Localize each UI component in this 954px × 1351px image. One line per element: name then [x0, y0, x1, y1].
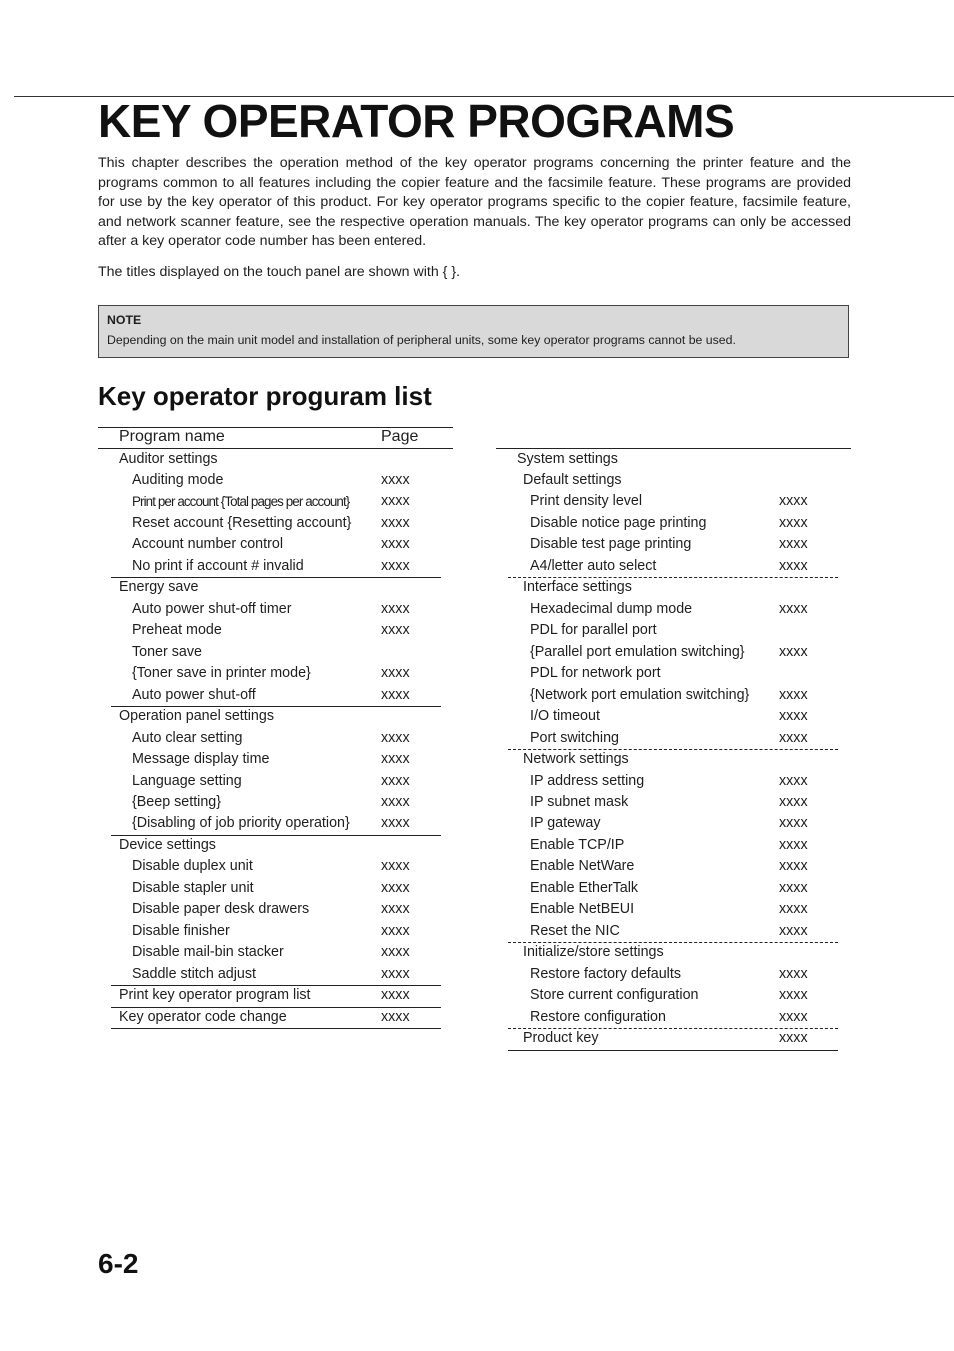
item-page: xxxx	[779, 836, 808, 853]
list-item	[508, 491, 838, 513]
item-page: xxxx	[381, 879, 410, 896]
item-page: xxxx	[779, 729, 808, 746]
list-item	[111, 685, 441, 708]
item-label: Port switching	[530, 729, 619, 746]
list-item	[111, 899, 441, 921]
item-page: xxxx	[779, 1030, 808, 1047]
left-table-header	[98, 426, 453, 449]
item-label: Print key operator program list	[119, 987, 311, 1004]
item-label: IP address setting	[530, 772, 645, 789]
item-page: xxxx	[779, 1008, 808, 1025]
item-label: Key operator code change	[119, 1008, 287, 1025]
list-item	[111, 728, 441, 750]
list-item	[508, 1028, 838, 1051]
item-label: PDL for parallel port	[530, 622, 657, 639]
section-title: Key operator proguram list	[98, 381, 432, 411]
item-label: Default settings	[523, 471, 622, 488]
item-label: No print if account # invalid	[132, 557, 304, 574]
list-item	[111, 792, 441, 814]
item-page: xxxx	[779, 965, 808, 982]
item-page: xxxx	[779, 987, 808, 1004]
list-item	[111, 663, 441, 685]
list-item	[111, 771, 441, 793]
item-label: Hexadecimal dump mode	[530, 600, 693, 617]
item-page: xxxx	[779, 858, 808, 875]
list-item	[508, 728, 838, 751]
item-label: Preheat mode	[132, 622, 222, 639]
item-page: xxxx	[779, 815, 808, 832]
item-page: xxxx	[381, 987, 410, 1004]
list-item	[508, 642, 838, 664]
item-page: xxxx	[381, 622, 410, 639]
list-item	[508, 556, 838, 579]
item-label: Disable notice page printing	[530, 514, 707, 531]
item-label: {Beep setting}	[132, 794, 222, 811]
item-label: Reset account {Resetting account}	[132, 514, 352, 531]
item-label: {Parallel port emulation switching}	[530, 643, 745, 660]
item-page: xxxx	[381, 514, 410, 531]
item-label: Disable finisher	[132, 922, 230, 939]
item-page: xxxx	[779, 772, 808, 789]
list-item	[111, 620, 441, 642]
list-item	[111, 985, 441, 1008]
item-page: xxxx	[381, 493, 410, 510]
list-item	[111, 856, 441, 878]
item-label: PDL for network port	[530, 665, 661, 682]
item-label: Reset the NIC	[530, 922, 620, 939]
item-page: xxxx	[381, 686, 410, 703]
item-label: Device settings	[119, 836, 216, 853]
item-page: xxxx	[381, 536, 410, 553]
item-page: xxxx	[381, 901, 410, 918]
item-label: Auto clear setting	[132, 729, 243, 746]
item-page: xxxx	[381, 858, 410, 875]
item-label: Disable paper desk drawers	[132, 901, 310, 918]
item-label: Enable NetWare	[530, 858, 635, 875]
list-item	[111, 556, 441, 579]
item-label: Enable EtherTalk	[530, 879, 639, 896]
item-label: Saddle stitch adjust	[132, 965, 256, 982]
note-text: Depending on the main unit model and installation of peripheral units, some key operator programs cannot be used.	[107, 333, 736, 347]
item-label: Initialize/store settings	[523, 944, 664, 961]
item-label: Energy save	[119, 579, 199, 596]
item-page: xxxx	[779, 686, 808, 703]
item-page: xxxx	[779, 794, 808, 811]
item-page: xxxx	[779, 557, 808, 574]
header-program-name: Program name	[119, 428, 225, 445]
chapter-title: KEY OPERATOR PROGRAMS	[98, 95, 735, 147]
list-item	[508, 577, 838, 599]
list-item	[508, 856, 838, 878]
item-label: Interface settings	[523, 579, 632, 596]
note-box	[98, 305, 849, 358]
item-page: xxxx	[779, 643, 808, 660]
item-label: Language setting	[132, 772, 242, 789]
item-label: Enable NetBEUI	[530, 901, 635, 918]
list-item	[508, 813, 838, 835]
list-item	[111, 813, 441, 836]
list-item	[508, 899, 838, 921]
page-number: 6-2	[98, 1248, 139, 1279]
item-page: xxxx	[779, 879, 808, 896]
list-item	[111, 878, 441, 900]
item-page: xxxx	[381, 965, 410, 982]
item-label: {Disabling of job priority operation}	[132, 815, 350, 832]
intro-paragraph: This chapter describes the operation method of the key operator programs concerning the printer feature and the programs common to all features including the copier feature and the facsimile feature. These programs are provided for use by the key operator of this product. For key operator programs specific to the copier feature, facsimile feature, and network scanner feature, see the respective operation manuals. The key operator programs can only be accessed after a key operator code number has been entered.	[98, 155, 851, 249]
item-label: {Toner save in printer mode}	[132, 665, 311, 682]
item-label: Disable test page printing	[530, 536, 692, 553]
list-item	[111, 449, 441, 471]
titles-note: The titles displayed on the touch panel are shown with { }.	[98, 264, 461, 280]
item-label: Disable stapler unit	[132, 879, 254, 896]
list-item	[508, 513, 838, 535]
list-item	[508, 599, 838, 621]
item-label: IP subnet mask	[530, 794, 629, 811]
item-page: xxxx	[779, 708, 808, 725]
list-item	[508, 771, 838, 793]
item-label: Disable duplex unit	[132, 858, 253, 875]
list-item	[508, 620, 838, 642]
item-page: xxxx	[779, 493, 808, 510]
list-item	[508, 964, 838, 986]
list-item	[111, 599, 441, 621]
list-item	[111, 642, 441, 664]
list-item	[111, 534, 441, 556]
note-heading: NOTE	[107, 313, 142, 327]
item-label: Auditing mode	[132, 471, 224, 488]
item-label: A4/letter auto select	[530, 557, 657, 574]
item-page: xxxx	[381, 729, 410, 746]
item-label: I/O timeout	[530, 708, 600, 725]
item-page: xxxx	[381, 557, 410, 574]
item-label: Auto power shut-off timer	[132, 600, 292, 617]
item-label: System settings	[517, 450, 618, 467]
item-page: xxxx	[381, 471, 410, 488]
item-label: Toner save	[132, 643, 202, 660]
item-label: Disable mail-bin stacker	[132, 944, 284, 961]
header-page: Page	[381, 428, 419, 445]
item-label: IP gateway	[530, 815, 601, 832]
item-label: Auto power shut-off	[132, 686, 256, 703]
item-label: Account number control	[132, 536, 283, 553]
item-label: Operation panel settings	[119, 708, 274, 725]
list-item	[111, 470, 441, 492]
item-label: Auditor settings	[119, 450, 218, 467]
list-item	[508, 942, 838, 964]
list-item	[111, 749, 441, 771]
list-item	[111, 577, 441, 599]
item-page: xxxx	[381, 1008, 410, 1025]
list-item	[508, 663, 838, 685]
item-page: xxxx	[381, 815, 410, 832]
list-item	[508, 921, 838, 944]
item-label: Message display time	[132, 751, 270, 768]
list-item	[111, 1007, 441, 1030]
list-item	[508, 685, 838, 707]
item-page: xxxx	[381, 600, 410, 617]
list-item	[508, 878, 838, 900]
list-item	[111, 921, 441, 943]
list-item	[111, 513, 441, 535]
item-label: Print per account {Total pages per account}	[132, 494, 350, 510]
item-page: xxxx	[381, 751, 410, 768]
item-page: xxxx	[779, 536, 808, 553]
item-label: Print density level	[530, 493, 643, 510]
list-item	[111, 964, 441, 987]
list-item	[508, 470, 838, 492]
item-label: {Network port emulation switching}	[530, 686, 750, 703]
item-label: Network settings	[523, 751, 629, 768]
list-item	[508, 985, 838, 1007]
item-page: xxxx	[779, 901, 808, 918]
list-item	[508, 749, 838, 771]
item-page: xxxx	[779, 514, 808, 531]
list-item	[508, 835, 838, 857]
item-page: xxxx	[779, 600, 808, 617]
item-page: xxxx	[381, 794, 410, 811]
item-page: xxxx	[381, 772, 410, 789]
item-label: Restore factory defaults	[530, 965, 681, 982]
list-item	[111, 835, 441, 857]
list-item	[508, 534, 838, 556]
item-page: xxxx	[381, 922, 410, 939]
list-item	[508, 449, 838, 471]
list-item	[111, 942, 441, 964]
item-page: xxxx	[381, 944, 410, 961]
item-label: Product key	[523, 1030, 599, 1047]
item-page: xxxx	[381, 665, 410, 682]
item-label: Enable TCP/IP	[530, 836, 625, 853]
list-item	[111, 491, 441, 513]
list-item	[508, 792, 838, 814]
list-item	[508, 706, 838, 728]
list-item	[508, 1007, 838, 1030]
item-label: Restore configuration	[530, 1008, 666, 1025]
list-item	[111, 706, 441, 728]
item-page: xxxx	[779, 922, 808, 939]
item-label: Store current configuration	[530, 987, 699, 1004]
